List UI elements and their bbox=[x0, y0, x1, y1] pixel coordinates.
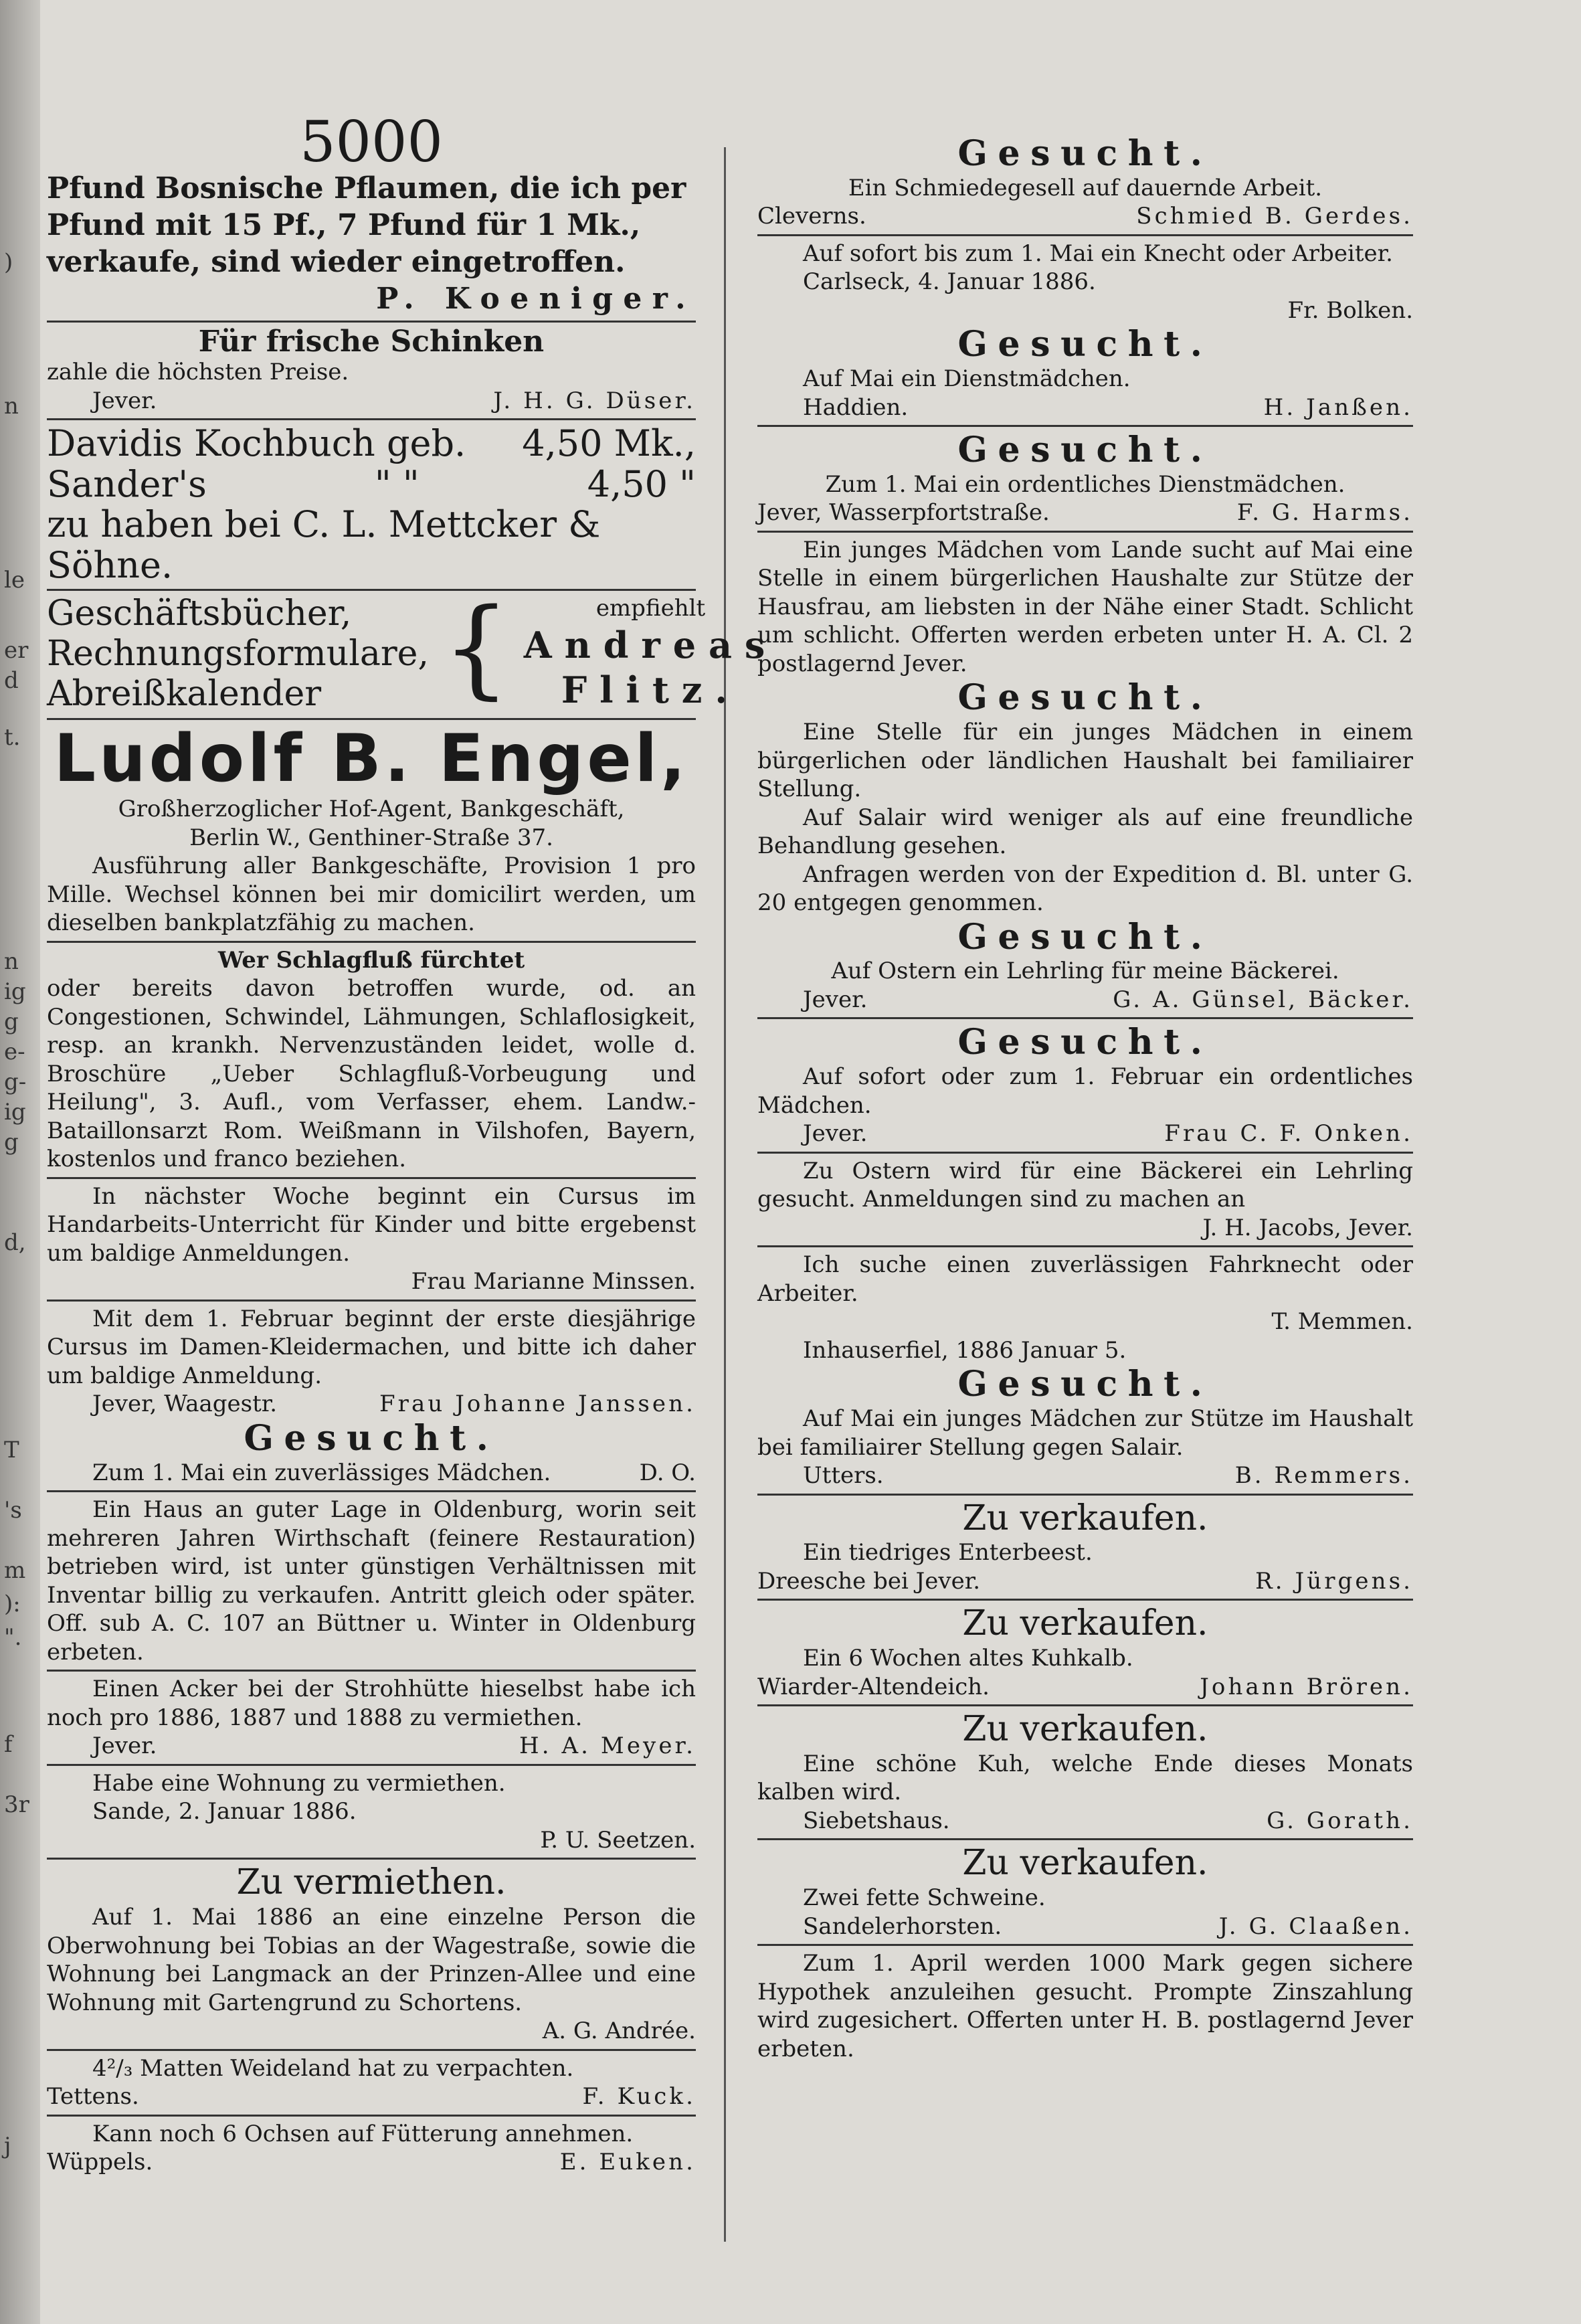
stelle-body1: Eine Stelle für ein junges Mädchen in einem bürgerlichen oder ländlichen Haushalt bei familiairer Stellung. bbox=[757, 719, 1413, 803]
ad-damen bbox=[47, 1305, 696, 1419]
separator bbox=[47, 1764, 696, 1766]
separator bbox=[47, 1177, 696, 1179]
separator bbox=[47, 589, 696, 591]
hams-text: zahle die höchsten Preise. bbox=[47, 359, 349, 386]
ad-cookbook bbox=[47, 424, 696, 586]
ad-business-books bbox=[47, 585, 778, 714]
margin-fragment: d bbox=[4, 667, 19, 694]
margin-fragment: n bbox=[4, 393, 19, 420]
margin-fragment: f bbox=[4, 1731, 13, 1758]
ad-verkaufen-schweine bbox=[757, 1844, 1413, 1941]
ad-dienstmaedchen-haddien bbox=[757, 325, 1413, 422]
vermiethen-heading: Zu vermiethen. bbox=[236, 1862, 506, 1903]
jacobs-signer: J. H. Jacobs, Jever. bbox=[1202, 1214, 1413, 1241]
harms-signer: F. G. Harms. bbox=[1236, 499, 1413, 527]
acker-signer: H. A. Meyer. bbox=[519, 1732, 696, 1760]
stuetze-signer: B. Remmers. bbox=[1234, 1462, 1413, 1490]
damen-signature bbox=[47, 1390, 696, 1419]
book-item: Abreißkalender bbox=[47, 673, 322, 714]
guensel-body: Auf Ostern ein Lehrling für meine Bäckerei. bbox=[831, 958, 1339, 985]
stuetze-body: Auf Mai ein junges Mädchen zur Stütze im Haushalt bei familiairer Stellung gegen Salair. bbox=[757, 1405, 1413, 1461]
hams-place: Jever. bbox=[92, 387, 157, 414]
v4-signature bbox=[757, 1912, 1413, 1941]
v3-signer: G. Gorath. bbox=[1267, 1807, 1413, 1834]
acker-signature bbox=[47, 1732, 696, 1761]
gesucht-heading: Gesucht. bbox=[957, 324, 1213, 365]
cookbook-row-2 bbox=[47, 464, 696, 505]
fahrknecht-body: Ich suche einen zuverlässigen Fahrknecht oder Arbeiter. bbox=[757, 1251, 1413, 1307]
cookbook-price: 4,50 Mk., bbox=[522, 422, 696, 465]
ad-verkaufen-enterbeest bbox=[757, 1499, 1413, 1596]
margin-fragment: t. bbox=[4, 724, 21, 751]
plums-line1: Pfund Bosnische Pflaumen, die ich per bbox=[47, 171, 686, 205]
v4-body: Zwei fette Schweine. bbox=[803, 1884, 1046, 1912]
ad-vermiethen bbox=[47, 1863, 696, 2045]
jacobs-body: Zu Ostern wird für eine Bäckerei ein Lehrling gesucht. Anmeldungen sind zu machen an bbox=[757, 1157, 1413, 1213]
separator bbox=[47, 1300, 696, 1302]
ad-matten bbox=[47, 2054, 696, 2111]
cookbook-row-1 bbox=[47, 424, 696, 464]
gesucht-heading: Gesucht. bbox=[957, 916, 1213, 958]
gesucht-text: Zum 1. Mai ein zuverlässiges Mädchen. bbox=[92, 1459, 551, 1486]
ad-plums bbox=[47, 109, 696, 317]
book-recommends: empfiehlt bbox=[595, 595, 706, 622]
margin-fragment: 3r bbox=[4, 1791, 29, 1818]
ad-stroke bbox=[47, 946, 696, 1174]
separator bbox=[47, 1670, 696, 1672]
separator bbox=[47, 2115, 696, 2117]
hams-signer: J. H. G. Düser. bbox=[493, 387, 696, 414]
ad-landmaedchen bbox=[757, 536, 1413, 679]
brace-glyph: { bbox=[442, 585, 510, 711]
margin-fragment: n bbox=[4, 948, 19, 975]
separator bbox=[47, 718, 696, 720]
v2-signature bbox=[757, 1673, 1413, 1702]
guensel-place: Jever. bbox=[803, 986, 868, 1013]
separator bbox=[757, 1017, 1413, 1019]
matten-body: 4²/₃ Matten Weideland hat zu verpachten. bbox=[92, 2054, 574, 2082]
onken-body: Auf sofort oder zum 1. Februar ein ordentliches Mädchen. bbox=[757, 1063, 1413, 1119]
wohnung-signer: P. U. Seetzen. bbox=[540, 1826, 696, 1854]
vermiethen-body: Auf 1. Mai 1886 an eine einzelne Person die Oberwohnung bei Tobias an der Wagestraße, sowie die Wohnung bei Langmack an der Prinzen-Allee und eine Wohnung mit Gartengrund zu Schortens. bbox=[47, 1904, 696, 2016]
v3-body: Eine schöne Kuh, welche Ende dieses Monats kalben wird. bbox=[757, 1750, 1413, 1806]
ad-knecht bbox=[757, 240, 1413, 325]
schmied-signer: Schmied B. Gerdes. bbox=[1136, 203, 1413, 230]
column-divider bbox=[724, 147, 726, 2242]
plums-signer: P. Koeniger. bbox=[376, 282, 696, 316]
margin-fragment: T bbox=[4, 1437, 19, 1463]
harms-place: Jever, Wasserpfortstraße. bbox=[757, 499, 1050, 527]
book-item: Geschäftsbücher, bbox=[47, 594, 352, 634]
ad-verkaufen-kuhkalb bbox=[757, 1604, 1413, 1701]
haddien-signer: H. Janßen. bbox=[1263, 393, 1413, 421]
margin-fragment: ig bbox=[4, 978, 26, 1005]
stuetze-signature bbox=[757, 1461, 1413, 1490]
separator bbox=[47, 1858, 696, 1860]
separator bbox=[757, 1704, 1413, 1706]
ad-lehrling-jacobs bbox=[757, 1157, 1413, 1243]
schmied-signature bbox=[757, 202, 1413, 231]
plums-number: 5000 bbox=[300, 109, 443, 175]
verkaufen-heading: Zu verkaufen. bbox=[962, 1603, 1208, 1644]
verkaufen-heading: Zu verkaufen. bbox=[962, 1843, 1208, 1884]
book-seller-name1: Andreas bbox=[523, 623, 778, 666]
schmied-body: Ein Schmiedegesell auf dauernde Arbeit. bbox=[848, 174, 1323, 201]
ad-gesucht-left bbox=[47, 1419, 696, 1487]
plums-line2: Pfund mit 15 Pf., 7 Pfund für 1 Mk., bbox=[47, 208, 641, 242]
v1-place: Dreesche bei Jever. bbox=[757, 1567, 981, 1595]
wohnung-place: Sande, 2. Januar 1886. bbox=[92, 1798, 357, 1825]
left-column bbox=[47, 109, 778, 2177]
ochsen-body: Kann noch 6 Ochsen auf Fütterung annehmen. bbox=[92, 2120, 634, 2147]
separator bbox=[757, 1494, 1413, 1496]
separator bbox=[757, 425, 1413, 427]
stroke-title: Wer Schlagfluß fürchtet bbox=[217, 946, 525, 974]
vermiethen-signer: A. G. Andrée. bbox=[542, 2018, 696, 2045]
margin-fragment: d, bbox=[4, 1229, 26, 1256]
cookbook-row-3 bbox=[47, 505, 696, 586]
margin-fragment: le bbox=[4, 567, 25, 594]
margin-fragment: g bbox=[4, 1008, 19, 1035]
separator bbox=[757, 234, 1413, 236]
v2-place: Wiarder-Altendeich. bbox=[757, 1673, 990, 1700]
separator bbox=[757, 531, 1413, 533]
page-gutter bbox=[0, 0, 40, 2324]
ad-schmiedegesell bbox=[757, 134, 1413, 231]
separator bbox=[757, 1944, 1413, 1946]
v1-signature bbox=[757, 1567, 1413, 1596]
margin-fragment: ): bbox=[4, 1591, 21, 1617]
gesucht-signer: D. O. bbox=[639, 1459, 696, 1486]
haddien-body: Auf Mai ein Dienstmädchen. bbox=[803, 365, 1131, 393]
v2-body: Ein 6 Wochen altes Kuhkalb. bbox=[803, 1645, 1133, 1672]
haus-body: Ein Haus an guter Lage in Oldenburg, worin seit mehreren Jahren Wirthschaft (feinere Restauration) betrieben wird, ist unter günstigen Verhältnissen mit Inventar billig zu verkaufen. Antritt gleich oder später. Off. sub A. C. 107 an Büttner u. Winter in Oldenburg erbeten. bbox=[47, 1496, 696, 1666]
matten-place: Tettens. bbox=[47, 2083, 139, 2111]
separator bbox=[757, 1152, 1413, 1154]
ad-engel bbox=[47, 720, 696, 937]
separator bbox=[47, 941, 696, 943]
stuetze-place: Utters. bbox=[803, 1462, 884, 1490]
ad-acker bbox=[47, 1675, 696, 1761]
guensel-signature bbox=[757, 986, 1413, 1014]
knecht-body: Auf sofort bis zum 1. Mai ein Knecht oder Arbeiter. bbox=[803, 240, 1393, 267]
ad-ochsen bbox=[47, 2120, 696, 2177]
margin-fragment: g bbox=[4, 1129, 19, 1156]
haddien-signature bbox=[757, 393, 1413, 422]
ad-fahrknecht bbox=[757, 1251, 1413, 1364]
handarbeit-body: In nächster Woche beginnt ein Cursus im Handarbeits-Unterricht für Kinder und bitte ergebenst um baldige Anmeldungen. bbox=[47, 1182, 696, 1267]
separator bbox=[757, 1599, 1413, 1601]
hams-signature bbox=[47, 387, 696, 416]
v4-signer: J. G. Claaßen. bbox=[1218, 1912, 1413, 1940]
ad-hypothek bbox=[757, 1949, 1413, 2063]
damen-body: Mit dem 1. Februar beginnt der erste diesjährige Cursus im Damen-Kleidermachen, und bitte ich daher um baldige Anmeldung. bbox=[47, 1305, 696, 1389]
margin-fragment: ". bbox=[4, 1624, 22, 1651]
engel-body: Ausführung aller Bankgeschäfte, Provision 1 pro Mille. Wechsel können bei mir domicilirt werden, um dieselben bankplatzfähig zu machen. bbox=[47, 853, 696, 937]
sander-title: Sander's bbox=[47, 462, 207, 505]
ad-haus bbox=[47, 1496, 696, 1666]
stelle-body2: Auf Salair wird weniger als auf eine freundliche Behandlung gesehen. bbox=[757, 804, 1413, 860]
onken-signature bbox=[757, 1120, 1413, 1148]
margin-fragment: j bbox=[4, 2133, 11, 2159]
margin-fragment: m bbox=[4, 1557, 26, 1584]
gesucht-heading: Gesucht. bbox=[244, 1417, 499, 1459]
hypothek-body: Zum 1. April werden 1000 Mark gegen sichere Hypothek anzuleihen gesucht. Prompte Zinszahlung wird zugesichert. Offerten unter H. B. postlagernd Jever erbeten. bbox=[757, 1950, 1413, 2062]
margin-fragment: e- bbox=[4, 1039, 25, 1065]
fahrknecht-signer: T. Memmen. bbox=[1271, 1308, 1413, 1336]
book-item: Rechnungsformulare, bbox=[47, 634, 429, 675]
separator bbox=[47, 418, 696, 420]
right-column bbox=[757, 134, 1413, 2063]
engel-line1: Großherzoglicher Hof-Agent, Bankgeschäft, bbox=[118, 796, 625, 823]
fahrknecht-place: Inhauserfiel, 1886 Januar 5. bbox=[803, 1336, 1127, 1364]
book-seller-name2: Flitz. bbox=[561, 668, 741, 712]
ad-lehrling-baeckerei bbox=[757, 917, 1413, 1014]
wohnung-body: Habe eine Wohnung zu vermiethen. bbox=[92, 1769, 506, 1797]
ad-stelle-gesucht bbox=[757, 678, 1413, 917]
damen-place: Jever, Waagestr. bbox=[92, 1391, 278, 1418]
knecht-place: Carlseck, 4. Januar 1886. bbox=[803, 268, 1096, 296]
gesucht-heading: Gesucht. bbox=[957, 430, 1213, 471]
ad-maedchen-onken bbox=[757, 1022, 1413, 1148]
book-seller bbox=[524, 594, 777, 714]
margin-fragment: ig bbox=[4, 1099, 26, 1126]
ad-stuetze bbox=[757, 1364, 1413, 1490]
v3-place: Siebetshaus. bbox=[803, 1807, 950, 1834]
onken-signer: Frau C. F. Onken. bbox=[1164, 1120, 1413, 1148]
ditto-marks: " " bbox=[374, 462, 420, 505]
engel-line2: Berlin W., Genthiner-Straße 37. bbox=[189, 824, 553, 851]
gesucht-heading: Gesucht. bbox=[957, 677, 1213, 719]
v2-signer: Johann Brören. bbox=[1200, 1673, 1413, 1700]
separator bbox=[47, 321, 696, 323]
sander-price: 4,50 " bbox=[587, 462, 696, 505]
margin-fragment: g- bbox=[4, 1069, 27, 1095]
ad-handarbeit bbox=[47, 1182, 696, 1296]
harms-signature bbox=[757, 499, 1413, 527]
schmied-place: Cleverns. bbox=[757, 203, 866, 230]
stelle-body3: Anfragen werden von der Expedition d. Bl. unter G. 20 entgegen genommen. bbox=[757, 861, 1413, 917]
ochsen-place: Wüppels. bbox=[47, 2149, 153, 2176]
gesucht-line bbox=[47, 1459, 696, 1488]
ad-dienstmaedchen-jever bbox=[757, 430, 1413, 527]
haddien-place: Haddien. bbox=[803, 393, 909, 421]
landmaedchen-body: Ein junges Mädchen vom Lande sucht auf Mai eine Stelle in einem bürgerlichen Haushalte zur Stütze der Hausfrau, am liebsten in der Nähe einer Stadt. Schlicht um schlicht. Offerten werden erbeten unter H. A. Cl. 2 postlagernd Jever. bbox=[757, 536, 1413, 677]
cookbook-title: Davidis Kochbuch geb. bbox=[47, 422, 466, 465]
harms-body: Zum 1. Mai ein ordentliches Dienstmädchen. bbox=[825, 470, 1345, 498]
margin-fragment: 's bbox=[4, 1497, 22, 1524]
ad-hams bbox=[47, 326, 696, 415]
gesucht-heading: Gesucht. bbox=[957, 1022, 1213, 1063]
stroke-body: oder bereits davon betroffen wurde, od. an Congestionen, Schwindel, Lähmungen, Schlaflosigkeit, resp. an krankh. Nervenzuständen leidet, wolle d. Broschüre „Ueber Schlagfluß-Vorbeugung und Heilung", 3. Aufl., vom Verfasser, ehem. Landw.-Bataillonsarzt Rom. Weißmann in Vilshofen, Bayern, kostenlos und franco beziehen. bbox=[47, 975, 696, 1173]
separator bbox=[757, 1245, 1413, 1247]
margin-fragment: er bbox=[4, 637, 29, 664]
separator bbox=[757, 1838, 1413, 1840]
verkaufen-heading: Zu verkaufen. bbox=[962, 1498, 1208, 1538]
verkaufen-heading: Zu verkaufen. bbox=[962, 1709, 1208, 1750]
matten-signer: F. Kuck. bbox=[582, 2083, 696, 2111]
acker-place: Jever. bbox=[92, 1732, 157, 1760]
ad-wohnung bbox=[47, 1769, 696, 1855]
plums-line3: verkaufe, sind wieder eingetroffen. bbox=[47, 245, 626, 279]
v1-signer: R. Jürgens. bbox=[1255, 1567, 1413, 1595]
gesucht-heading: Gesucht. bbox=[957, 1364, 1213, 1405]
gesucht-heading: Gesucht. bbox=[957, 133, 1213, 174]
v4-place: Sandelerhorsten. bbox=[803, 1912, 1002, 1940]
book-items bbox=[47, 594, 429, 714]
engel-name: Ludolf B. Engel, bbox=[54, 720, 689, 797]
separator bbox=[47, 2049, 696, 2051]
ad-verkaufen-kuh bbox=[757, 1710, 1413, 1835]
cookbook-seller: zu haben bei C. L. Mettcker & Söhne. bbox=[47, 503, 601, 586]
onken-place: Jever. bbox=[803, 1120, 868, 1148]
acker-body: Einen Acker bei der Strohhütte hieselbst habe ich noch pro 1886, 1887 und 1888 zu vermiethen. bbox=[47, 1676, 696, 1731]
v1-body: Ein tiedriges Enterbeest. bbox=[803, 1539, 1093, 1567]
v3-signature bbox=[757, 1807, 1413, 1836]
knecht-signer: Fr. Bolken. bbox=[1287, 296, 1413, 324]
damen-signer: Frau Johanne Janssen. bbox=[379, 1391, 696, 1418]
guensel-signer: G. A. Günsel, Bäcker. bbox=[1113, 986, 1413, 1013]
hams-title: Für frische Schinken bbox=[198, 325, 545, 359]
ochsen-signature bbox=[47, 2148, 696, 2177]
margin-fragment: ) bbox=[4, 249, 13, 276]
handarbeit-signer: Frau Marianne Minssen. bbox=[411, 1268, 696, 1295]
matten-signature bbox=[47, 2082, 696, 2111]
separator bbox=[47, 1490, 696, 1492]
ochsen-signer: E. Euken. bbox=[559, 2149, 696, 2176]
